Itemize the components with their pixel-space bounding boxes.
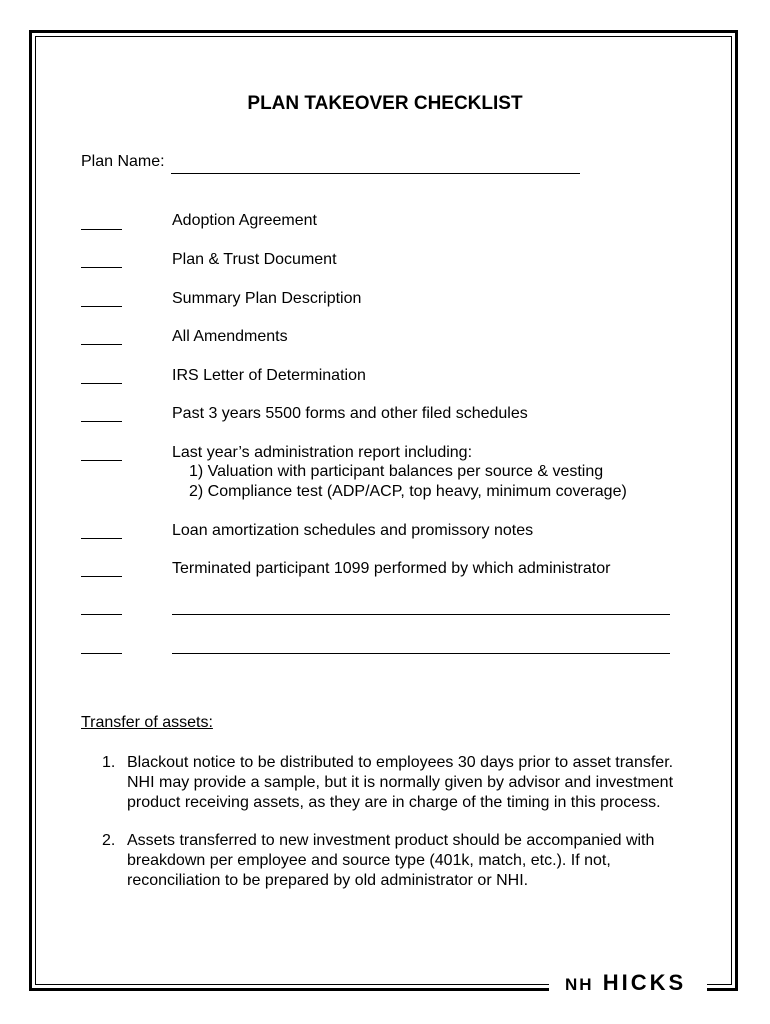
transfer-paragraph-1 [127, 753, 707, 813]
checklist-item: Loan amortization schedules and promissory notes [172, 522, 534, 539]
paragraph-line: product receiving assets, as they are in charge of the timing in this process. [127, 794, 661, 811]
checkbox-blank[interactable] [81, 267, 122, 268]
checkbox-blank[interactable] [81, 229, 122, 230]
checkbox-blank[interactable] [81, 614, 122, 615]
logo-name: HICKS [602, 970, 687, 995]
plan-name-field[interactable] [171, 173, 580, 174]
list-number: 2. [102, 832, 116, 849]
list-number: 1. [102, 754, 116, 771]
page-title: PLAN TAKEOVER CHECKLIST [247, 93, 523, 114]
checkbox-blank[interactable] [81, 383, 122, 384]
paragraph-line: breakdown per employee and source type (401k, match, etc.). If not, [127, 852, 611, 869]
paragraph-line: Blackout notice to be distributed to employees 30 days prior to asset transfer. [127, 754, 674, 771]
checkbox-blank[interactable] [81, 653, 122, 654]
checklist-item: Terminated participant 1099 performed by which administrator [172, 560, 611, 577]
checklist-subitem: 2) Compliance test (ADP/ACP, top heavy, minimum coverage) [189, 483, 627, 500]
paragraph-line: NHI may provide a sample, but it is normally given by advisor and investment [127, 774, 674, 791]
checklist-item: IRS Letter of Determination [172, 367, 366, 384]
checklist-item: Summary Plan Description [172, 290, 362, 307]
checkbox-blank[interactable] [81, 538, 122, 539]
transfer-paragraph-2 [127, 831, 707, 891]
paragraph-line: Assets transferred to new investment product should be accompanied with [127, 832, 655, 849]
checkbox-blank[interactable] [81, 421, 122, 422]
company-logo [565, 970, 686, 996]
checklist-item: All Amendments [172, 328, 288, 345]
checkbox-blank[interactable] [81, 576, 122, 577]
checklist-item: Last year’s administration report including: [172, 444, 473, 461]
checkbox-blank[interactable] [81, 344, 122, 345]
checklist-subitem: 1) Valuation with participant balances per source & vesting [189, 463, 604, 480]
checkbox-blank[interactable] [81, 460, 122, 461]
blank-item-line[interactable] [172, 614, 670, 615]
checkbox-blank[interactable] [81, 306, 122, 307]
transfer-heading: Transfer of assets: [81, 714, 213, 731]
logo-prefix: NH [565, 975, 594, 994]
checklist-item: Past 3 years 5500 forms and other filed schedules [172, 405, 528, 422]
plan-name-label: Plan Name: [81, 153, 165, 170]
blank-item-line[interactable] [172, 653, 670, 654]
checklist-item: Plan & Trust Document [172, 251, 337, 268]
paragraph-line: reconciliation to be prepared by old administrator or NHI. [127, 872, 529, 889]
checklist-item: Adoption Agreement [172, 212, 317, 229]
